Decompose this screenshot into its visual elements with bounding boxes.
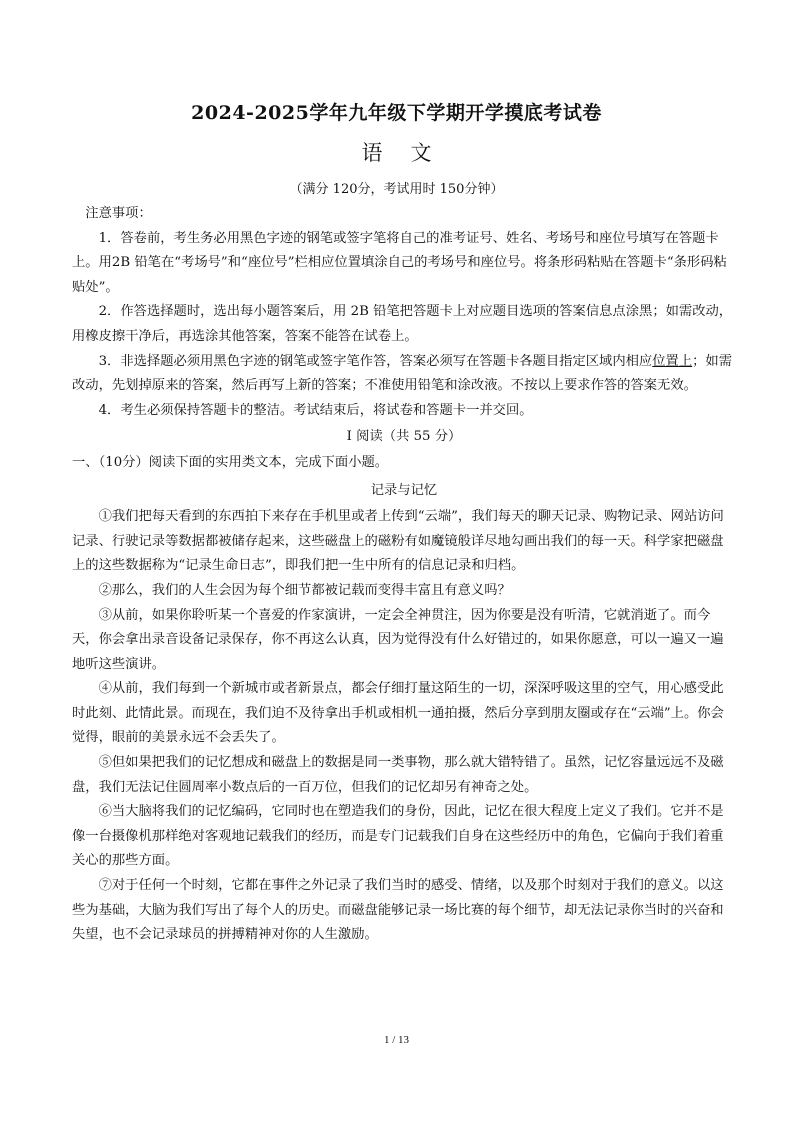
- subject-title: 语文: [361, 141, 460, 165]
- notice-item-3: [72, 350, 736, 399]
- article-paragraph-1: ①我们把每天看到的东西拍下来存在手机里或者上传到“云端”，我们每天的聊天记录、购物记录、网站访问记录、行驶记录等数据都被储存起来，这些磁盘上的磁粉有如魔镜般详尽地勾画出我们的每一天。科学家把磁盘上的这些数据称为“记录生命日志”，即我们把一生中所有的信息记录和归档。: [72, 509, 724, 574]
- notice-heading: 注意事项：: [85, 206, 152, 221]
- notice-item-3-underlined: 位置上: [652, 353, 693, 369]
- notice-item-2: 2．作答选择题时，选出每小题答案后，用 2B 铅笔把答题卡上对应题目选项的答案信息点涂黑；如需改动，用橡皮擦干净后，再选涂其他答案，答案不能答在试卷上。: [72, 304, 733, 344]
- score-note: （满分 120分，考试用时 150分钟）: [289, 182, 504, 197]
- notice-item-3-before: 3．非选择题必须用黑色字迹的钢笔或签字笔作答，答案必须写在答题卡各题目指定区域内相应: [98, 353, 653, 369]
- notice-item-4: 4．考生必须保持答题卡的整洁。考试结束后，将试卷和答题卡一并交回。: [98, 402, 533, 418]
- article-paragraph-3: ③从前，如果你聆听某一个喜爱的作家演讲，一定会全神贯注，因为你要是没有听清，它就消逝了。而今天，你会拿出录音设备记录保存，你不再这么认真，因为觉得没有什么好错过的，如果你愿意，可以一遍又一遍地听这些演讲。: [72, 607, 724, 672]
- exam-title: 2024-2025学年九年级下学期开学摸底考试卷: [191, 102, 602, 124]
- article-paragraph-4: ④从前，我们每到一个新城市或者新景点，都会仔细打量这陌生的一切，深深呼吸这里的空气，用心感受此时此刻、此情此景。而现在，我们迫不及待拿出手机或相机一通拍摄，然后分享到朋友圈或存在“云端”上。你会觉得，眼前的美景永远不会丢失了。: [72, 681, 724, 746]
- article-paragraph-6: ⑥当大脑将我们的记忆编码，它同时也在塑造我们的身份，因此，记忆在很大程度上定义了我们。它并不是像一台摄像机那样绝对客观地记载我们的经历，而是专门记载我们自身在这些经历中的角色，它偏向于我们着重关心的那些方面。: [72, 804, 724, 869]
- page-body: [72, 202, 736, 948]
- question-intro: 一、（10分）阅读下面的实用类文本，完成下面小题。: [72, 454, 389, 470]
- page-number: 1 / 13: [383, 1034, 410, 1046]
- notice-item-3-after: ；如需改动，先划掉原来的答案，然后再写上新的答案；不准使用铅笔和涂改液。不按以上要求作答的答案无效。: [72, 353, 733, 394]
- article-paragraph-7: ⑦对于任何一个时刻，它都在事件之外记录了我们当时的感受、情绪，以及那个时刻对于我们的意义。以这些为基础，大脑为我们写出了每个人的历史。而磁盘能够记录一场比赛的每个细节，却无法记录你当时的兴奋和失望，也不会记录球员的拼搏精神对你的人生激励。: [72, 878, 724, 943]
- article-paragraph-5: ⑤但如果把我们的记忆想成和磁盘上的数据是同一类事物，那么就大错特错了。虽然，记忆容量远远不及磁盘，我们无法记住圆周率小数点后的一百万位，但我们的记忆却另有神奇之处。: [72, 755, 724, 795]
- notice-item-1: 1．答卷前，考生务必用黑色字迹的钢笔或签字笔将自己的准考证号、姓名、考场号和座位号填写在答题卡上。用2B 铅笔在“考场号”和“座位号”栏相应位置填涂自己的考场号和座位号。将条形码粘贴在答题卡“条形码粘贴处”。: [72, 230, 727, 295]
- article-title: 记录与记忆: [370, 482, 438, 498]
- section-title: I 阅读（共 55 分）: [346, 429, 462, 445]
- article-paragraph-2: ②那么，我们的人生会因为每个细节都被记载而变得丰富且有意义吗？: [98, 582, 511, 598]
